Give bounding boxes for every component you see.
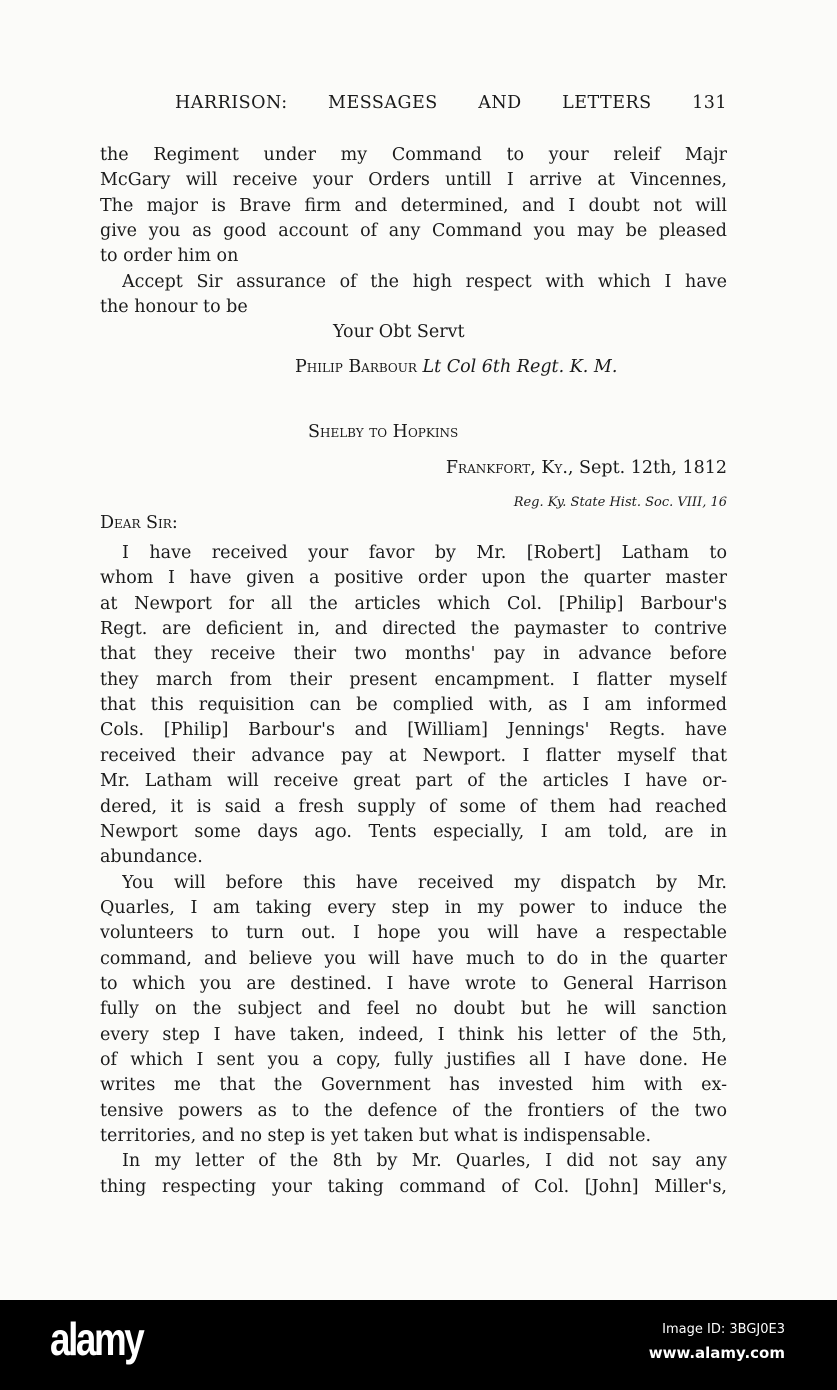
text-line: Newport some days ago. Tents especially, I am told, are in bbox=[100, 821, 727, 842]
text-line: thing respecting your taking command of Col. [John] Miller's, bbox=[100, 1176, 727, 1197]
text-line: of which I sent you a copy, fully justifies all I have done. He bbox=[100, 1050, 727, 1070]
signoff: Your Obt Servt bbox=[333, 322, 465, 342]
signature-rank: Lt Col 6th Regt. K. M. bbox=[422, 357, 618, 377]
text-line: writes me that the Government has invested him with ex- bbox=[100, 1075, 727, 1096]
text-line: the honour to be bbox=[100, 297, 248, 318]
letter-dateline bbox=[300, 455, 727, 481]
text-line: Regt. are deficient in, and directed the paymaster to contrive bbox=[100, 619, 727, 640]
text-line: that they receive their two months' pay in advance before bbox=[100, 644, 727, 665]
letter-place: Frankfort, Ky., bbox=[445, 458, 574, 478]
alamy-logo: alamy bbox=[50, 1313, 143, 1365]
signature-name: Philip Barbour bbox=[295, 357, 417, 377]
text-line: territories, and no step is yet taken but what is indispensable. bbox=[100, 1126, 652, 1147]
text-line: In my letter of the 8th by Mr. Quarles, I did not say any bbox=[122, 1151, 727, 1172]
running-title: HARRISON: MESSAGES AND LETTERS bbox=[175, 93, 652, 113]
text-line: every step I have taken, indeed, I think his letter of the 5th, bbox=[100, 1024, 727, 1045]
text-line: they march from their present encampment. I flatter myself bbox=[100, 669, 727, 690]
text-line: tensive powers as to the defence of the frontiers of the two bbox=[100, 1100, 727, 1121]
text-line: to order him on bbox=[100, 246, 239, 267]
letter-date: Sept. 12th, 1812 bbox=[579, 458, 727, 478]
text-line: Mr. Latham will receive great part of the articles I have or- bbox=[100, 771, 727, 792]
text-line: volunteers to turn out. I hope you will have a respectable bbox=[100, 923, 727, 944]
image-id: Image ID: 3BGJ0E3 bbox=[662, 1322, 785, 1337]
site-url: www.alamy.com bbox=[648, 1344, 785, 1362]
text-line: to which you are destined. I have wrote to General Harrison bbox=[100, 973, 727, 994]
text-line: Quarles, I am taking every step in my power to induce the bbox=[100, 897, 727, 918]
text-line: the Regiment under my Command to your releif Majr bbox=[100, 145, 727, 165]
text-line: received their advance pay at Newport. I flatter myself that bbox=[100, 745, 727, 766]
running-header bbox=[175, 90, 727, 116]
page-number: 131 bbox=[692, 93, 727, 113]
greeting: Dear Sir: bbox=[100, 513, 178, 533]
watermark-bar bbox=[0, 1300, 837, 1390]
signature bbox=[295, 354, 705, 380]
text-line: command, and believe you will have much to do in the quarter bbox=[100, 948, 727, 969]
text-line: You will before this have received my dispatch by Mr. bbox=[122, 872, 727, 893]
text-line: I have received your favor by Mr. [Robert] Latham to bbox=[122, 543, 727, 563]
letter-title: Shelby to Hopkins bbox=[308, 422, 459, 442]
text-line: Cols. [Philip] Barbour's and [William] Jennings' Regts. have bbox=[100, 720, 727, 741]
citation: Reg. Ky. State Hist. Soc. VIII, 16 bbox=[513, 495, 727, 510]
text-line: dered, it is said a fresh supply of some of them had reached bbox=[100, 796, 727, 817]
text-line: abundance. bbox=[100, 847, 203, 868]
text-line: that this requisition can be complied with, as I am informed bbox=[100, 695, 727, 716]
text-line: at Newport for all the articles which Col. [Philip] Barbour's bbox=[100, 593, 727, 614]
text-line: The major is Brave firm and determined, and I doubt not will bbox=[100, 195, 727, 216]
text-line: Accept Sir assurance of the high respect with which I have bbox=[122, 271, 727, 292]
text-line: give you as good account of any Command you may be pleased bbox=[100, 221, 727, 242]
text-line: McGary will receive your Orders untill I arrive at Vincennes, bbox=[100, 170, 727, 191]
text-line: whom I have given a positive order upon the quarter master bbox=[100, 568, 727, 589]
text-line: fully on the subject and feel no doubt but he will sanction bbox=[100, 999, 727, 1020]
